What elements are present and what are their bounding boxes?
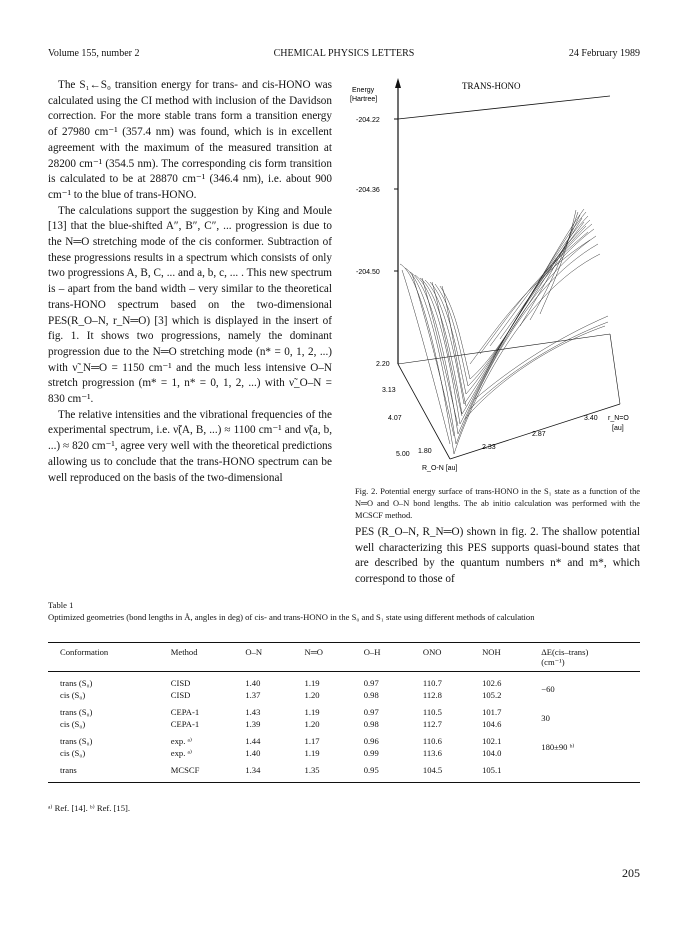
- cell: 1.20: [304, 689, 320, 700]
- r-no-tick-3: 2.87: [532, 431, 546, 438]
- figure-2: [350, 64, 640, 489]
- table-row: [48, 730, 640, 748]
- table-row: [48, 759, 640, 782]
- cell: 1.39: [245, 718, 261, 729]
- cell: trans (S₀): [60, 678, 93, 688]
- cell: 1.19: [304, 747, 320, 758]
- cell: 110.5: [422, 707, 442, 717]
- geometry-table: [48, 642, 640, 783]
- delta-e-unit: (cm⁻¹): [541, 657, 565, 667]
- cell: 1.19: [304, 678, 320, 688]
- cell: cis (S₀): [60, 747, 86, 758]
- cell: 104.6: [482, 718, 502, 729]
- cell: 110.6: [422, 736, 442, 746]
- yaxis-label-2: [Hartree]: [350, 96, 378, 103]
- left-column-text: [48, 78, 332, 486]
- yaxis-label-1: Energy: [352, 87, 375, 94]
- r-no-tick-2: 2.33: [482, 444, 496, 451]
- col-header-o-n: O–N: [245, 647, 263, 657]
- table-label: Table 1: [48, 600, 74, 610]
- r-on-tick-4: 5.00: [396, 451, 410, 458]
- cell: 1.17: [304, 736, 320, 746]
- cell: 1.37: [245, 689, 261, 700]
- cell: trans (S₀): [60, 707, 93, 717]
- cell: 0.97: [363, 678, 379, 688]
- table-caption: Optimized geometries (bond lengths in Å, angles in deg) of cis- and trans-HONO in the S₀ and S₁ state using different methods of calculation: [48, 611, 535, 622]
- cell: 105.1: [482, 765, 502, 775]
- cell: 1.40: [245, 747, 261, 758]
- page-number: 205: [622, 866, 640, 880]
- cell: cis (S₀): [60, 718, 86, 729]
- cell: 1.43: [245, 707, 261, 717]
- figure-caption: Fig. 2. Potential energy surface of trans-HONO in the S₁ state as a function of the N═O and O–N bond lengths. The ab initio calculation was performed with the MCSCF method.: [355, 487, 640, 521]
- cell: 0.95: [363, 765, 379, 775]
- delta-e-label: ΔE(cis–trans): [541, 647, 589, 657]
- plot-title: TRANS-HONO: [462, 81, 521, 91]
- cell: 112.8: [422, 689, 442, 700]
- cell: exp. ᵃ⁾: [170, 736, 192, 746]
- cell: CEPA-1: [170, 718, 200, 729]
- cell: trans: [60, 765, 77, 775]
- delta-e-cepa: 30: [541, 712, 550, 723]
- cell: 0.97: [363, 707, 379, 717]
- col-header-method: Method: [170, 647, 198, 657]
- table-caption-block: [48, 600, 640, 623]
- pes-surface-plot: [350, 64, 640, 489]
- cell: 1.40: [245, 678, 261, 688]
- col-header-o-h: O–H: [363, 647, 381, 657]
- col-header-ono: ONO: [422, 647, 442, 657]
- table-footnote: ᵃ⁾ Ref. [14]. ᵇ⁾ Ref. [15].: [48, 803, 131, 813]
- r-on-tick-2: 3.13: [382, 387, 396, 394]
- cell: trans (S₀): [60, 736, 93, 746]
- cell: 1.19: [304, 707, 320, 717]
- delta-e-exp: 180±90 ᵇ⁾: [541, 741, 575, 752]
- volume-label: Volume 155, number 2: [48, 48, 140, 59]
- cell: exp. ᵃ⁾: [170, 747, 192, 758]
- ytick-2: -204.36: [356, 187, 380, 194]
- cell: 112.7: [422, 718, 442, 729]
- cell: 0.98: [363, 718, 379, 729]
- cell: [541, 759, 640, 782]
- table-row: [48, 672, 640, 690]
- ytick-1: -204.22: [356, 117, 380, 124]
- cell: 0.96: [363, 736, 379, 746]
- r-no-label-1: r_N=O: [608, 415, 629, 422]
- col-header-delta-e: [541, 643, 640, 672]
- cell: 1.44: [245, 736, 261, 746]
- col-header-conformation: Conformation: [60, 647, 109, 657]
- cell: 105.2: [482, 689, 502, 700]
- cell: 102.6: [482, 678, 502, 688]
- ytick-3: -204.50: [356, 269, 380, 276]
- cell: 0.98: [363, 689, 379, 700]
- cell: 104.5: [422, 765, 443, 775]
- r-on-tick-1: 2.20: [376, 361, 390, 368]
- col-header-n-o: N═O: [304, 647, 324, 657]
- cell: 110.7: [422, 678, 442, 688]
- issue-date: 24 February 1989: [568, 48, 640, 59]
- cell: 113.6: [422, 747, 442, 758]
- running-header: [48, 48, 640, 62]
- cell: CEPA-1: [170, 707, 200, 717]
- journal-name: CHEMICAL PHYSICS LETTERS: [273, 48, 415, 59]
- cell: CISD: [170, 678, 191, 688]
- r-no-label-2: [au]: [612, 425, 624, 432]
- r-on-tick-3: 4.07: [388, 415, 402, 422]
- cell: 104.0: [482, 747, 502, 758]
- cell: cis (S₀): [60, 689, 86, 700]
- right-column-text: PES (R_O–N, R_N═O) shown in fig. 2. The shallow potential well characterizing this PES supports quasi-bound states that are described by the quantum numbers n* and m*, which correspond to those of: [355, 526, 640, 586]
- col-header-noh: NOH: [482, 647, 501, 657]
- cell: 1.20: [304, 718, 320, 729]
- cell: 101.7: [482, 707, 502, 717]
- cell: CISD: [170, 689, 191, 700]
- paragraph-2: The calculations support the suggestion by King and Moule [13] that the blue-shifted A″, B″, C″, ... progression is due to the N═O stretching mode of the cis conformer. Subtraction of these progressions results in a spectrum which consists of only two progressions A, B, C, ... and a, b, c, ... . This new spectrum is – apart from the band width – very similar to the theoretical trans-HONO spectrum based on the two-dimensional PES(R_O–N, r_N═O) [3] which is displayed in the insert of fig. 1. It shows two progressions, namely the dominant progression due to the N═O stretching mode (n* = 0, 1, 2, ...) with ν̃_N═O = 1150 cm⁻¹ and the much less intensive O–N stretch progression (m* = 1, n* = 0, 1, 2, ...) with ν̃_O–N = 830 cm⁻¹.: [48, 204, 332, 406]
- table-row: [48, 701, 640, 719]
- cell: 0.99: [363, 747, 379, 758]
- cell: 102.1: [482, 736, 502, 746]
- paragraph-1: The S₁←S₀ transition energy for trans- and cis-HONO was calculated using the CI method with inclusion of the Davidson correction. For the more stable trans form a transition energy of 27980 cm⁻¹ (357.4 nm) was found, which is in excellent agreement with the maximum of the measured transition at 28200 cm⁻¹ (354.5 nm). The corresponding cis form transition is calculated to be at 28870 cm⁻¹ (346.4 nm), i.e. about 900 cm⁻¹ to the blue of trans-HONO.: [48, 79, 332, 201]
- r-on-label: R_O-N [au]: [422, 465, 458, 472]
- cell: MCSCF: [170, 765, 200, 775]
- r-no-tick-1: 1.80: [418, 448, 432, 455]
- r-no-tick-4: 3.40: [584, 415, 598, 422]
- paragraph-3: The relative intensities and the vibrational frequencies of the experimental spectrum, i.e. ν̃(A, B, ...) ≈ 1100 cm⁻¹ and ν̃(a, b, ...) ≈ 820 cm⁻¹, agree very well with the theoretical predictions allowing us to conclude that the trans-HONO spectrum can be well reproduced on the basis of the two-dimensional: [48, 408, 332, 484]
- table-header-row: [48, 643, 640, 672]
- delta-e-cisd: −60: [541, 683, 555, 694]
- cell: 1.35: [304, 765, 320, 775]
- cell: 1.34: [245, 765, 261, 775]
